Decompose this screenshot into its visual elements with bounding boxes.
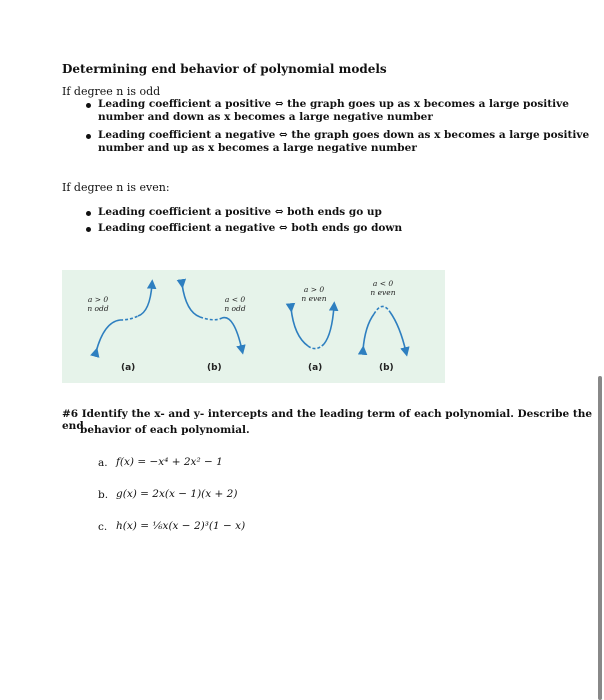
item-c-label: c. bbox=[98, 521, 108, 533]
section-title: Determining end behavior of polynomial models bbox=[62, 62, 387, 76]
curve-odd-positive-dash bbox=[120, 316, 138, 320]
curve-even-positive bbox=[291, 308, 308, 346]
graph-label-even-negative: a < 0 n even bbox=[370, 279, 396, 297]
item-b-label: b. bbox=[98, 489, 109, 501]
curve-even-negative-end bbox=[390, 312, 406, 352]
odd-bullet-1-line-2: number and down as x becomes a large negative number bbox=[98, 111, 433, 123]
curve-even-negative-dash bbox=[374, 306, 390, 314]
bullet-dot bbox=[86, 227, 91, 232]
curve-odd-negative-dash bbox=[200, 317, 222, 320]
graph-label-odd-positive: a > 0 n odd bbox=[87, 295, 109, 313]
curve-even-positive-end bbox=[324, 306, 334, 344]
item-a-expression: f(x) = −x⁴ + 2x² − 1 bbox=[116, 456, 223, 468]
curve-even-positive-dash bbox=[308, 344, 324, 349]
end-behavior-figure bbox=[62, 270, 445, 383]
curve-odd-positive-end bbox=[138, 284, 152, 316]
panel-label-b-odd: (b) bbox=[207, 363, 222, 373]
odd-bullet-2-line-1: Leading coefficient a negative ⇔ the graph goes down as x becomes a large positive bbox=[98, 129, 590, 141]
even-heading: If degree n is even: bbox=[62, 181, 170, 194]
panel-label-b-even: (b) bbox=[379, 363, 394, 373]
odd-bullet-1-line-1: Leading coefficient a positive ⇔ the graph goes up as x becomes a large positive bbox=[98, 98, 569, 110]
even-bullet-1: Leading coefficient a positive ⇔ both ends go up bbox=[98, 206, 382, 218]
graph-label-odd-negative: a < 0 n odd bbox=[224, 295, 246, 313]
bullet-dot bbox=[86, 103, 91, 108]
curve-even-negative bbox=[363, 314, 374, 350]
bullet-dot bbox=[86, 134, 91, 139]
vertical-scrollbar[interactable] bbox=[598, 376, 602, 700]
problem-line-2: behavior of each polynomial. bbox=[80, 424, 250, 436]
panel-label-a-even: (a) bbox=[308, 363, 323, 373]
item-a-label: a. bbox=[98, 457, 108, 469]
odd-heading: If degree n is odd bbox=[62, 85, 161, 98]
problem-line-1: #6 Identify the x- and y- intercepts and the leading term of each polynomial. Describe the end bbox=[62, 408, 593, 432]
bullet-dot bbox=[86, 211, 91, 216]
item-b-expression: g(x) = 2x(x − 1)(x + 2) bbox=[116, 488, 238, 500]
curve-odd-positive bbox=[96, 320, 120, 352]
even-bullet-2: Leading coefficient a negative ⇔ both ends go down bbox=[98, 222, 403, 234]
curve-odd-negative-end bbox=[222, 318, 242, 350]
curve-odd-negative bbox=[182, 284, 200, 317]
graph-label-even-positive: a > 0 n even bbox=[301, 285, 327, 303]
panel-label-a-odd: (a) bbox=[121, 363, 136, 373]
odd-bullet-2-line-2: number and up as x becomes a large negative number bbox=[98, 142, 417, 154]
item-c-expression: h(x) = ⅙x(x − 2)³(1 − x) bbox=[116, 520, 246, 532]
